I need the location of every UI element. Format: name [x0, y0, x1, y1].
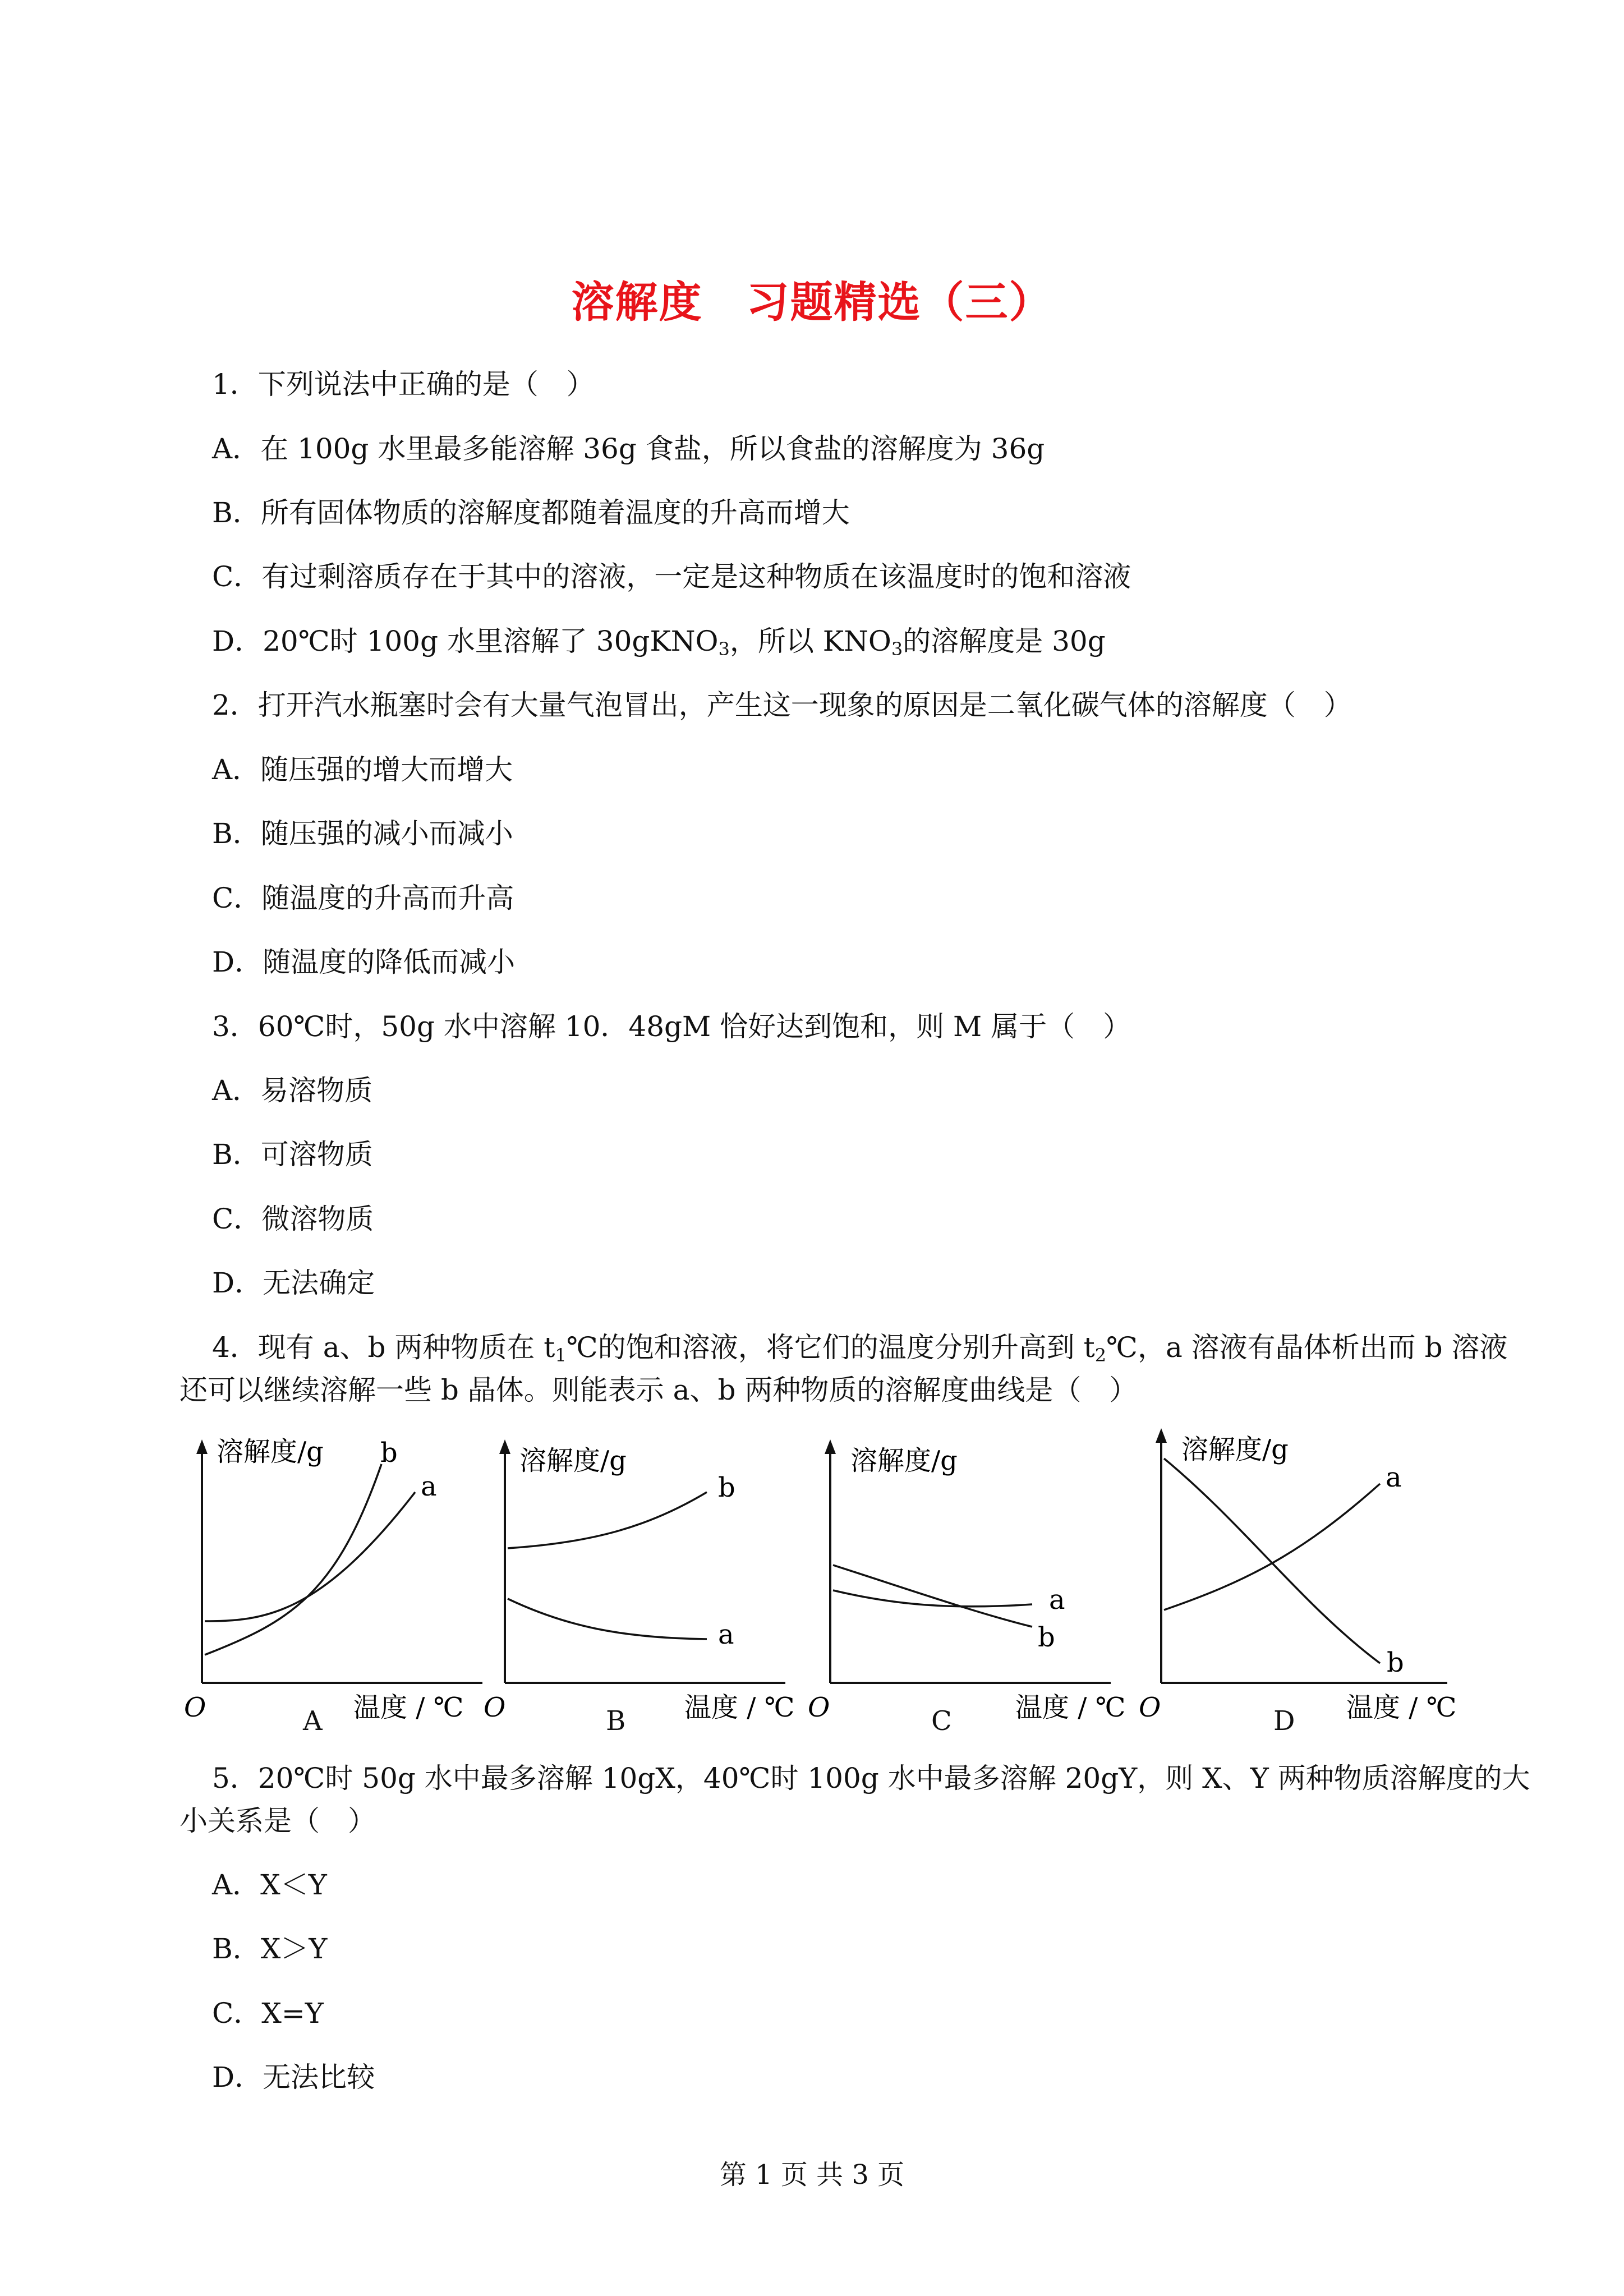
- page-footer: 第 1 页 共 3 页: [719, 2159, 905, 2191]
- q3-option-c: C．微溶物质: [212, 1203, 374, 1235]
- y-axis-label: 溶解度/g: [519, 1445, 627, 1476]
- curve-b-label: b: [1038, 1622, 1055, 1653]
- y-axis-label: 溶解度/g: [850, 1445, 958, 1476]
- q3-option-b: B．可溶物质: [212, 1138, 373, 1171]
- graph-c: [808, 1436, 1133, 1737]
- q1-stem: 1．下列说法中正确的是（ ）: [212, 368, 595, 401]
- origin-label: O: [484, 1692, 506, 1723]
- q2-option-c: C．随温度的升高而升高: [212, 882, 514, 914]
- x-axis-label: 温度 / ℃: [1346, 1692, 1457, 1723]
- origin-label: O: [808, 1692, 830, 1723]
- q5-option-a: A．X＜Y: [212, 1869, 327, 1901]
- graph-label-b: B: [606, 1705, 626, 1737]
- curve-b: [508, 1492, 707, 1548]
- curve-a-label: a: [718, 1619, 734, 1650]
- origin-label: O: [1139, 1692, 1161, 1723]
- origin-label: O: [184, 1692, 206, 1723]
- x-axis-label: 温度 / ℃: [353, 1692, 464, 1723]
- q4-stem-line2: 还可以继续溶解一些 b 晶体。则能表示 a、b 两种物质的溶解度曲线是（ ）: [180, 1374, 1138, 1406]
- q1-option-a: A．在 100g 水里最多能溶解 36g 食盐，所以食盐的溶解度为 36g: [212, 432, 1045, 465]
- q5-stem-line2: 小关系是（ ）: [180, 1805, 376, 1837]
- curve-a-label: a: [421, 1471, 437, 1502]
- curve-b-label: b: [1387, 1647, 1404, 1678]
- q3-option-a: A．易溶物质: [212, 1074, 373, 1107]
- graph-a: [180, 1436, 505, 1737]
- q2-option-d: D．随温度的降低而减小: [212, 946, 516, 978]
- graph-d: [1133, 1425, 1470, 1737]
- q5-stem-line1: 5．20℃时 50g 水中最多溶解 10gX，40℃时 100g 水中最多溶解 20gY，则 X、Y 两种物质溶解度的大: [212, 1762, 1530, 1795]
- y-axis-arrow: [499, 1439, 510, 1454]
- graph-label-d: D: [1273, 1705, 1295, 1737]
- curve-a-label: a: [1049, 1584, 1065, 1616]
- q2-option-a: A．随压强的增大而增大: [212, 753, 513, 786]
- q5-option-c: C．X=Y: [212, 1997, 324, 2030]
- q5-option-d: D．无法比较: [212, 2061, 375, 2093]
- q3-stem: 3．60℃时，50g 水中溶解 10．48gM 恰好达到饱和，则 M 属于（ ）: [212, 1010, 1131, 1043]
- graph-b: [482, 1436, 808, 1737]
- y-axis-arrow: [196, 1439, 208, 1454]
- q3-option-d: D．无法确定: [212, 1267, 375, 1299]
- y-axis-label: 溶解度/g: [217, 1436, 324, 1467]
- q1-option-d: D．20℃时 100g 水里溶解了 30gKNO$_3$，所以 $KNO_3$的溶解度是 30g: [212, 625, 1106, 660]
- y-axis-arrow: [1156, 1428, 1167, 1443]
- q2-stem: 2．打开汽水瓶塞时会有大量气泡冒出，产生这一现象的原因是二氧化碳气体的溶解度（ ）: [212, 689, 1352, 721]
- graph-label-a: A: [303, 1705, 323, 1737]
- q5-option-b: B．X＞Y: [212, 1932, 328, 1965]
- x-axis-label: 温度 / ℃: [684, 1692, 795, 1723]
- y-axis-label: 溶解度/g: [1181, 1434, 1289, 1465]
- curve-b-label: b: [380, 1437, 398, 1469]
- curve-b-label: b: [718, 1472, 735, 1503]
- page-title: 溶解度 习题精选（三）: [571, 277, 1053, 327]
- q4-stem-line1: 4．现有 a、b 两种物质在 $t_1℃$的饱和溶液，将它们的温度分别升高到 $t_2℃$，a 溶液有晶体析出而 b 溶液: [212, 1331, 1508, 1366]
- curve-a: [205, 1492, 415, 1621]
- q1-option-b: B．所有固体物质的溶解度都随着温度的升高而增大: [212, 496, 850, 529]
- curve-b: [1164, 1458, 1380, 1663]
- graph-label-c: C: [931, 1705, 952, 1737]
- q1-option-c: C．有过剩溶质存在于其中的溶液，一定是这种物质在该温度时的饱和溶液: [212, 560, 1131, 593]
- curve-a: [1164, 1484, 1380, 1610]
- curve-a: [508, 1599, 707, 1639]
- q2-option-b: B．随压强的减小而减小: [212, 817, 513, 850]
- curve-a-label: a: [1386, 1462, 1402, 1493]
- x-axis-label: 温度 / ℃: [1015, 1692, 1126, 1723]
- y-axis-arrow: [825, 1439, 836, 1454]
